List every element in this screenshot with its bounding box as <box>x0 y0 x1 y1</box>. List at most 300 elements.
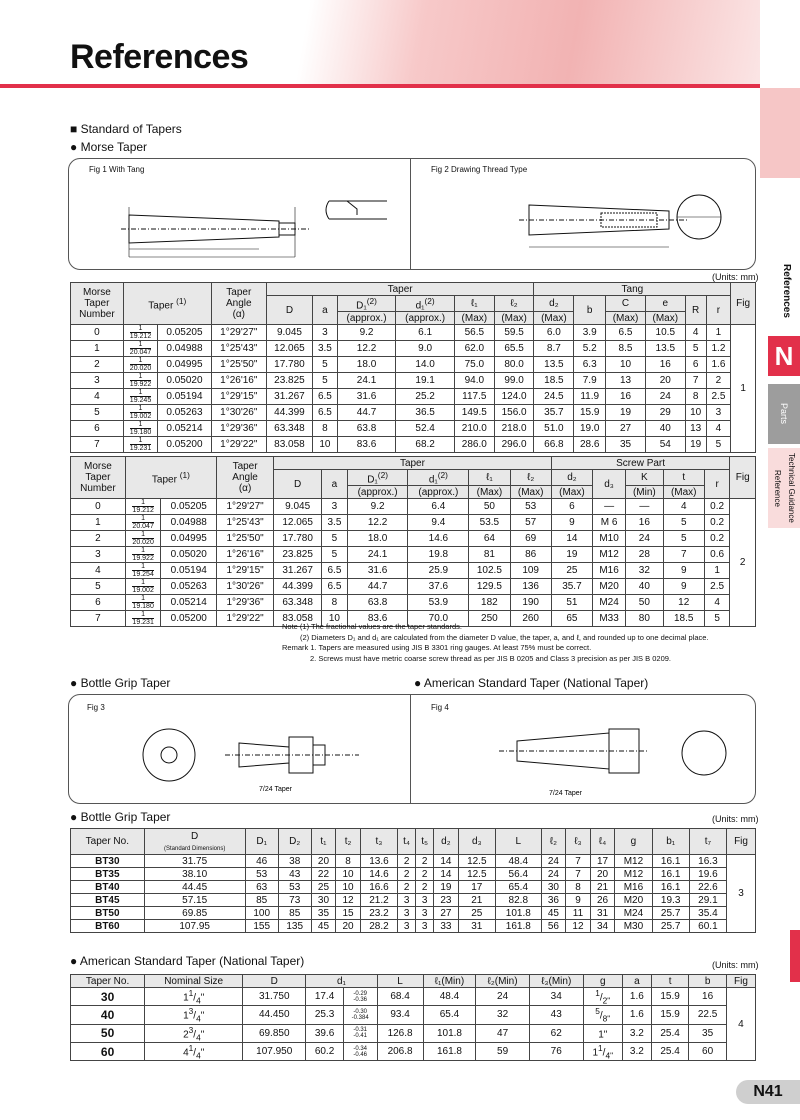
table-cell: 0.04995 <box>158 357 212 373</box>
table-cell: 210.0 <box>454 421 494 437</box>
table-cell: 25.7 <box>652 907 689 920</box>
table-cell: 9.4 <box>408 515 469 531</box>
table-cell: 21.2 <box>360 894 397 907</box>
table-row <box>71 373 756 389</box>
table-cell: 190 <box>510 595 551 611</box>
table-cell: 20 <box>590 868 615 881</box>
table-cell: 17.780 <box>266 357 312 373</box>
table-cell: 8.5 <box>606 341 646 357</box>
fig4-label: Fig 4 <box>431 703 449 712</box>
table-cell: 13 <box>606 373 646 389</box>
table-cell: 30 <box>311 894 336 907</box>
table-cell: 2 <box>398 868 416 881</box>
table-cell: 12.2 <box>337 341 396 357</box>
table-cell: 21 <box>458 894 495 907</box>
table-cell: 1°29'36" <box>211 421 266 437</box>
table-cell: 83.6 <box>337 437 396 453</box>
table-cell: 5 <box>313 357 338 373</box>
table-cell: 20 <box>645 373 685 389</box>
table-cell: 9.2 <box>337 325 396 341</box>
morse-figure-box <box>68 158 756 270</box>
bottle-taper-label: 7/24 Taper <box>259 786 292 793</box>
table-cell: 23.825 <box>274 547 322 563</box>
table-cell: 9 <box>663 579 704 595</box>
table-cell: 0.05263 <box>158 405 212 421</box>
table-row <box>71 988 756 1006</box>
table-cell: 14 <box>551 531 592 547</box>
table-cell: 47 <box>476 1024 530 1042</box>
table-cell: 19.0 <box>574 421 606 437</box>
table-cell: 63.8 <box>337 421 396 437</box>
table-cell: 19 <box>434 881 459 894</box>
table-cell: 1°29'27" <box>211 325 266 341</box>
table-cell: 8 <box>566 881 591 894</box>
table-cell: 9.2 <box>347 499 408 515</box>
table-cell: 35 <box>689 1024 727 1042</box>
taper-fraction: $\frac{1}{19.245}$ <box>123 389 157 405</box>
table-cell: 0.05205 <box>158 325 212 341</box>
table-cell: 5.2 <box>574 341 606 357</box>
table-cell: 9 <box>551 515 592 531</box>
table-cell: 161.8 <box>495 920 541 933</box>
table-cell: 0.6 <box>704 547 730 563</box>
col-tang-group: Tang <box>534 283 731 296</box>
table-cell: 3 <box>416 894 434 907</box>
table-cell: 53 <box>510 499 551 515</box>
table-cell: 7 <box>71 611 126 627</box>
table-cell: 57.15 <box>144 894 245 907</box>
side-technical-tab[interactable]: Technical Guidance Reference <box>768 448 800 528</box>
table-cell: 59 <box>476 1042 530 1060</box>
table-cell: 6.5 <box>606 325 646 341</box>
table-cell: 100 <box>245 907 278 920</box>
table-cell: 15.9 <box>651 1006 689 1024</box>
taper-fraction: $\frac{1}{19.002}$ <box>125 579 161 595</box>
table-cell: 51 <box>551 595 592 611</box>
table-cell: 17 <box>590 855 615 868</box>
table-cell: 24 <box>541 868 566 881</box>
table-cell: 23.2 <box>360 907 397 920</box>
table-cell: 23 <box>434 894 459 907</box>
table-cell: 8 <box>685 389 706 405</box>
table-row <box>71 894 756 907</box>
units-morse1: (Units: mm) <box>712 272 759 282</box>
table-cell: 2 <box>416 868 434 881</box>
table-row <box>71 595 756 611</box>
table-row <box>71 855 756 868</box>
table-cell: 17 <box>458 881 495 894</box>
section-american-table: ● American Standard Taper (National Taper) <box>70 954 305 968</box>
morse-tang-table: Morse Taper Number Taper $^{(1)}$ Taper Angle (α) Taper Tang Fig D a D₁$^{(2)}$ d₁$^{(2)}$ ℓ₁ ℓ₂ d₂ b C e R r (approx.) (approx.) (Max) (Max) (Max) (Max) (Max) 0 $\frac{1}{19.212}$ 0.05205 1°29'27" 9.045 3 9.2 6.1 56.5 59.5 6.0 3.9 6.5 10.5 4 1 1 1 $\frac{1}{20.047}$ 0.04988 1°25'43" 12.065 3.5 12.2 9.0 62.0 65.5 8.7 5.2 8.5 13.5 5 1.2 2 $\frac{1}{20.020}$ 0.04995 1°25'50" 17.780 5 18.0 14.0 75.0 80.0 13.5 6.3 10 16 6 1.6 3 $\frac{1}{19.922}$ 0.05020 1°26'16" 23.825 5 24.1 19.1 94.0 99.0 18.5 7.9 13 20 7 2 4 $\frac{1}{19.245}$ 0.05194 1°29'15" 31.267 6.5 31.6 25.2 117.5 124.0 24.5 11.9 16 24 8 2.5 5 $\frac{1}{19.002}$ 0.05263 1°30'26" 44.399 6.5 44.7 36.5 149.5 156.0 35.7 15.9 19 29 10 3 6 $\frac{1}{19.180}$ 0.05214 1°29'36" 63.348 8 63.8 52.4 210.0 218.0 51.0 19.0 27 40 13 4 7 $\frac{1}{19.231}$ 0.05200 1°29'22" 83.058 10 83.6 68.2 286.0 296.0 66.8 28.6 35 54 19 5 <box>70 282 756 453</box>
table-cell: 35.7 <box>551 579 592 595</box>
table-cell: 62 <box>529 1024 583 1042</box>
table-cell: 35.4 <box>689 907 726 920</box>
table-cell: 63.348 <box>266 421 312 437</box>
table-cell: 50 <box>626 595 664 611</box>
table-cell: — <box>626 499 664 515</box>
table-cell: 37.6 <box>408 579 469 595</box>
table-cell: 4 <box>71 563 126 579</box>
bottle-grip-table: Taper No. D (Standard Dimensions) D₁ D₂ t₁ t₂ t₃ t₄ t₅ d₂ d₃ L ℓ₂ ℓ₃ ℓ₄ g b₁ t₇ Fig BT30 31.75 46 38 20 8 13.6 2 2 14 12.5 48.4 24 7 17 M12 16.1 16.3 3 BT35 38.10 53 43 22 10 14.6 2 2 14 12.5 56.4 24 7 20 M12 16.1 19.6 BT40 44.45 63 53 25 10 16.6 2 2 19 17 65.4 30 8 21 M16 16.1 22.6 BT45 57.15 85 73 30 12 21.2 3 3 23 21 82.8 36 9 26 M20 19.3 29.1 BT50 69.85 100 85 35 15 23.2 3 3 27 25 101.8 45 11 31 M24 25.7 35.4 BT60 107.95 155 135 45 20 28.2 3 3 33 31 161.8 56 12 34 M30 25.7 60.1 <box>70 828 756 933</box>
table-cell: 29 <box>645 405 685 421</box>
table-cell: 9.045 <box>266 325 312 341</box>
tolerance: -0.29 -0.36 <box>343 988 377 1006</box>
taper-fraction: $\frac{1}{19.231}$ <box>125 611 161 627</box>
table-cell: 3 <box>313 325 338 341</box>
table-cell: 16 <box>689 988 727 1006</box>
table-cell: 25 <box>458 907 495 920</box>
table-cell: 25.4 <box>651 1024 689 1042</box>
table-cell: 1°29'22" <box>211 437 266 453</box>
table-cell: 31.267 <box>266 389 312 405</box>
table-cell: 6.5 <box>313 389 338 405</box>
nominal-size: $4^1/_4$" <box>145 1042 243 1060</box>
table-cell: 0.04995 <box>161 531 217 547</box>
table-cell: 15.9 <box>651 988 689 1006</box>
table-cell: 6.5 <box>322 579 348 595</box>
table-cell: 31.6 <box>337 389 396 405</box>
table-cell: 1 <box>704 563 730 579</box>
table-cell: 3 <box>398 907 416 920</box>
table-cell: 12 <box>336 894 361 907</box>
col-taper-group: Taper <box>266 283 534 296</box>
table-cell: 9 <box>566 894 591 907</box>
note-2: (2) Diameters D₁ and d₁ are calculated from the diameter D value, the taper, a, and ℓ, and rounded up to one decimal place. <box>300 632 709 642</box>
tolerance: -0.31 -0.41 <box>343 1024 377 1042</box>
table-cell: 70.0 <box>408 611 469 627</box>
table-cell: 82.8 <box>495 894 541 907</box>
table-cell: 13 <box>685 421 706 437</box>
table-row <box>71 1042 756 1060</box>
table-cell: 69.850 <box>243 1024 306 1042</box>
table-cell: 75.0 <box>454 357 494 373</box>
table-cell: 2.5 <box>704 579 730 595</box>
table-row <box>71 515 756 531</box>
table-cell: 25.2 <box>396 389 455 405</box>
table-cell: 44.7 <box>337 405 396 421</box>
table-cell: 53 <box>245 868 278 881</box>
fig3-label: Fig 3 <box>87 703 105 712</box>
figure-divider <box>410 159 411 269</box>
table-cell: 25 <box>311 881 336 894</box>
table-cell: 31 <box>458 920 495 933</box>
side-letter-tab[interactable]: N <box>768 336 800 376</box>
col-taper: Taper $^{(1)}$ <box>123 283 211 325</box>
table-cell: 66.8 <box>534 437 574 453</box>
table-cell: 102.5 <box>469 563 510 579</box>
table-cell: 31.750 <box>243 988 306 1006</box>
table-cell: M20 <box>593 579 626 595</box>
taper-fraction: $\frac{1}{19.922}$ <box>123 373 157 389</box>
table-cell: 5 <box>663 531 704 547</box>
table-cell: 12.5 <box>458 855 495 868</box>
fig1-drawing <box>109 177 399 267</box>
table-cell: 1°26'16" <box>217 547 274 563</box>
table-cell: 24.1 <box>347 547 408 563</box>
table-cell: 65 <box>551 611 592 627</box>
table-row <box>71 547 756 563</box>
table-cell: 3.5 <box>313 341 338 357</box>
table-cell: 0.04988 <box>158 341 212 357</box>
table-cell: 107.950 <box>243 1042 306 1060</box>
table-cell: 17.4 <box>306 988 344 1006</box>
morse-thread-table: Morse Taper Number Taper $^{(1)}$ Taper Angle (α) Taper Screw Part Fig D a D₁$^{(2)}$ d₁$^{(2)}$ ℓ₁ ℓ₂ d₂ d₃ K t r (approx.) (approx.) (Max) (Max) (Max) (Min) (Max) 0 $\frac{1}{19.212}$ 0.05205 1°29'27" 9.045 3 9.2 6.4 50 53 6 — — 4 0.2 2 1 $\frac{1}{20.047}$ 0.04988 1°25'43" 12.065 3.5 12.2 9.4 53.5 57 9 M 6 16 5 0.2 2 $\frac{1}{20.020}$ 0.04995 1°25'50" 17.780 5 18.0 14.6 64 69 14 M10 24 5 0.2 3 $\frac{1}{19.922}$ 0.05020 1°26'16" 23.825 5 24.1 19.8 81 86 19 M12 28 7 0.6 4 $\frac{1}{19.254}$ 0.05194 1°29'15" 31.267 6.5 31.6 25.9 102.5 109 25 M16 32 9 1 5 $\frac{1}{19.002}$ 0.05263 1°30'26" 44.399 6.5 44.7 37.6 129.5 136 35.7 M20 40 9 2.5 6 $\frac{1}{19.180}$ 0.05214 1°29'36" 63.348 8 63.8 53.9 182 190 51 M24 50 12 4 7 $\frac{1}{19.231}$ 0.05200 1°29'22" 83.058 10 83.6 70.0 250 260 65 M33 80 18.5 5 <box>70 456 756 627</box>
page-title: References <box>70 38 249 76</box>
table-cell: 44.45 <box>144 881 245 894</box>
section-bottle: ● Bottle Grip Taper <box>70 676 171 690</box>
table-cell: 129.5 <box>469 579 510 595</box>
table-cell: 182 <box>469 595 510 611</box>
table-cell: 2 <box>730 499 756 627</box>
table-cell: 60.2 <box>306 1042 344 1060</box>
table-cell: 19 <box>685 437 706 453</box>
table-cell: 8.7 <box>534 341 574 357</box>
table-cell: 16.1 <box>652 868 689 881</box>
table-cell: 22 <box>311 868 336 881</box>
table-cell: 10 <box>336 881 361 894</box>
table-cell: 36 <box>541 894 566 907</box>
table-cell: 5 <box>71 405 124 421</box>
table-cell: 44.399 <box>274 579 322 595</box>
table-row <box>71 907 756 920</box>
table-cell: 19 <box>606 405 646 421</box>
table-cell: 32 <box>476 1006 530 1024</box>
taper-fraction: $\frac{1}{20.020}$ <box>125 531 161 547</box>
table-cell: 54 <box>645 437 685 453</box>
table-cell: 45 <box>541 907 566 920</box>
table-cell: 12.5 <box>458 868 495 881</box>
table-cell: 17.780 <box>274 531 322 547</box>
table-cell: 7 <box>685 373 706 389</box>
g-size: $^5/_{8"}$ <box>583 1006 622 1024</box>
table-cell: 19.8 <box>408 547 469 563</box>
table-cell: 40 <box>626 579 664 595</box>
table-cell: 63 <box>245 881 278 894</box>
table-cell: 0.05194 <box>161 563 217 579</box>
table-cell: 6.1 <box>396 325 455 341</box>
table-cell: BT60 <box>71 920 145 933</box>
table-cell: 60 <box>71 1042 145 1060</box>
table-cell: 26 <box>590 894 615 907</box>
table-cell: 1 <box>71 341 124 357</box>
table-cell: BT35 <box>71 868 145 881</box>
table-cell: M30 <box>615 920 652 933</box>
side-index <box>760 88 800 523</box>
table-cell: 218.0 <box>494 421 534 437</box>
table-cell: 10.5 <box>645 325 685 341</box>
table-cell: 23.825 <box>266 373 312 389</box>
g-size: $1^1/_{4"}$ <box>583 1042 622 1060</box>
table-cell: 38 <box>278 855 311 868</box>
table-cell: 69 <box>510 531 551 547</box>
table-cell: 59.5 <box>494 325 534 341</box>
table-cell: BT50 <box>71 907 145 920</box>
table-cell: 3 <box>416 907 434 920</box>
table-cell: 124.0 <box>494 389 534 405</box>
table-cell: 25.4 <box>651 1042 689 1060</box>
taper-fraction: $\frac{1}{20.047}$ <box>123 341 157 357</box>
table-cell: 86 <box>510 547 551 563</box>
table-cell: M24 <box>593 595 626 611</box>
table-cell: 0.05020 <box>161 547 217 563</box>
table-cell: BT40 <box>71 881 145 894</box>
table-cell: 1.2 <box>706 341 731 357</box>
table-cell: 0.05200 <box>158 437 212 453</box>
table-cell: 24 <box>476 988 530 1006</box>
taper-fraction: $\frac{1}{19.922}$ <box>125 547 161 563</box>
table-cell: 27 <box>434 907 459 920</box>
nominal-size: $1^1/_4$" <box>145 988 243 1006</box>
table-cell: 126.8 <box>377 1024 423 1042</box>
table-cell: 28.2 <box>360 920 397 933</box>
table-cell: 12.065 <box>274 515 322 531</box>
table-cell: 80.0 <box>494 357 534 373</box>
table-cell: 27 <box>606 421 646 437</box>
table-cell: 25.7 <box>652 920 689 933</box>
tolerance: -0.34 -0.46 <box>343 1042 377 1060</box>
table-cell: 12.065 <box>266 341 312 357</box>
table-cell: 3 <box>71 373 124 389</box>
table-cell: 10 <box>606 357 646 373</box>
units-bt: (Units: mm) <box>712 814 759 824</box>
table-cell: 101.8 <box>423 1024 476 1042</box>
note-1: Note (1) The fractional values are the taper standards. <box>282 622 462 631</box>
table-cell: 11.9 <box>574 389 606 405</box>
table-cell: 10 <box>313 437 338 453</box>
col-angle: Taper Angle (α) <box>211 283 266 325</box>
table-cell: 68.4 <box>377 988 423 1006</box>
side-references-tab[interactable]: References <box>781 264 792 318</box>
table-cell: 30 <box>71 988 145 1006</box>
table-cell: M12 <box>615 868 652 881</box>
table-cell: 206.8 <box>377 1042 423 1060</box>
table-cell: 6.3 <box>574 357 606 373</box>
table-cell: 31 <box>590 907 615 920</box>
table-cell: 0.05263 <box>161 579 217 595</box>
table-cell: 28.6 <box>574 437 606 453</box>
table-cell: 0.04988 <box>161 515 217 531</box>
table-cell: BT45 <box>71 894 145 907</box>
table-cell: 1°29'36" <box>217 595 274 611</box>
table-cell: 0.05020 <box>158 373 212 389</box>
table-cell: 14 <box>434 855 459 868</box>
table-cell: 10 <box>685 405 706 421</box>
table-cell: 24.1 <box>337 373 396 389</box>
taper-fraction: $\frac{1}{19.254}$ <box>125 563 161 579</box>
table-cell: 65.4 <box>495 881 541 894</box>
table-cell: 135 <box>278 920 311 933</box>
table-cell: 73 <box>278 894 311 907</box>
section-bottle-table: ● Bottle Grip Taper <box>70 810 171 824</box>
table-cell: 5 <box>706 437 731 453</box>
taper-fraction: $\frac{1}{19.002}$ <box>123 405 157 421</box>
table-cell: 2 <box>416 881 434 894</box>
table-cell: M33 <box>593 611 626 627</box>
table-cell: 109 <box>510 563 551 579</box>
table-cell: 12 <box>663 595 704 611</box>
table-row <box>71 563 756 579</box>
table-row <box>71 1006 756 1024</box>
table-cell: 35 <box>606 437 646 453</box>
table-cell: 7 <box>566 868 591 881</box>
table-cell: 30 <box>541 881 566 894</box>
table-cell: 18.0 <box>347 531 408 547</box>
table-cell: 63.348 <box>274 595 322 611</box>
table-cell: 85 <box>245 894 278 907</box>
table-cell: 2 <box>706 373 731 389</box>
table-cell: 50 <box>71 1024 145 1042</box>
table-cell: M20 <box>615 894 652 907</box>
table-cell: 83.6 <box>347 611 408 627</box>
table-cell: 16 <box>606 389 646 405</box>
table-cell: 3 <box>706 405 731 421</box>
table-cell: 21 <box>590 881 615 894</box>
table-cell: 1°29'27" <box>217 499 274 515</box>
section-american: ● American Standard Taper (National Taper) <box>414 676 649 690</box>
table-cell: 3 <box>322 499 348 515</box>
units-ast: (Units: mm) <box>712 960 759 970</box>
table-cell: 0.05214 <box>161 595 217 611</box>
col-fig: Fig <box>731 283 756 325</box>
table-cell: 24 <box>541 855 566 868</box>
table-cell: 3 <box>398 920 416 933</box>
table-cell: 1°25'43" <box>211 341 266 357</box>
table-cell: 40 <box>71 1006 145 1024</box>
table-cell: 43 <box>529 1006 583 1024</box>
table-cell: 83.058 <box>274 611 322 627</box>
table-cell: 7 <box>71 437 124 453</box>
table-cell: 260 <box>510 611 551 627</box>
table-cell: 161.8 <box>423 1042 476 1060</box>
table-cell: 149.5 <box>454 405 494 421</box>
table-cell: 24.5 <box>534 389 574 405</box>
table-cell: 19.1 <box>396 373 455 389</box>
table-cell: 40 <box>645 421 685 437</box>
table-cell: 56.5 <box>454 325 494 341</box>
table-cell: 63.8 <box>347 595 408 611</box>
taper-fraction: $\frac{1}{19.212}$ <box>123 325 157 341</box>
table-cell: 65.4 <box>423 1006 476 1024</box>
table-cell: 19.6 <box>689 868 726 881</box>
fig2-label: Fig 2 Drawing Thread Type <box>431 165 528 174</box>
table-cell: 25 <box>551 563 592 579</box>
table-cell: 60 <box>689 1042 727 1060</box>
table-cell: 136 <box>510 579 551 595</box>
table-cell: M24 <box>615 907 652 920</box>
table-row <box>71 579 756 595</box>
table-cell: 44.450 <box>243 1006 306 1024</box>
table-cell: 64 <box>469 531 510 547</box>
table-cell: 286.0 <box>454 437 494 453</box>
table-cell: 3.9 <box>574 325 606 341</box>
table-cell: 5 <box>322 547 348 563</box>
table-cell: 296.0 <box>494 437 534 453</box>
taper-fraction: $\frac{1}{19.180}$ <box>123 421 157 437</box>
table-cell: 53.5 <box>469 515 510 531</box>
table-cell: 5 <box>322 531 348 547</box>
table-cell: 14.6 <box>360 868 397 881</box>
table-cell: 19 <box>551 547 592 563</box>
table-cell: 57 <box>510 515 551 531</box>
table-cell: 1°29'22" <box>217 611 274 627</box>
table-cell: 4 <box>726 988 755 1061</box>
table-cell: 5 <box>685 341 706 357</box>
taper-fraction: $\frac{1}{19.212}$ <box>125 499 161 515</box>
table-cell: BT30 <box>71 855 145 868</box>
side-parts-tab[interactable]: Parts <box>768 384 800 444</box>
table-cell: 50 <box>469 499 510 515</box>
table-cell: 0.05205 <box>161 499 217 515</box>
